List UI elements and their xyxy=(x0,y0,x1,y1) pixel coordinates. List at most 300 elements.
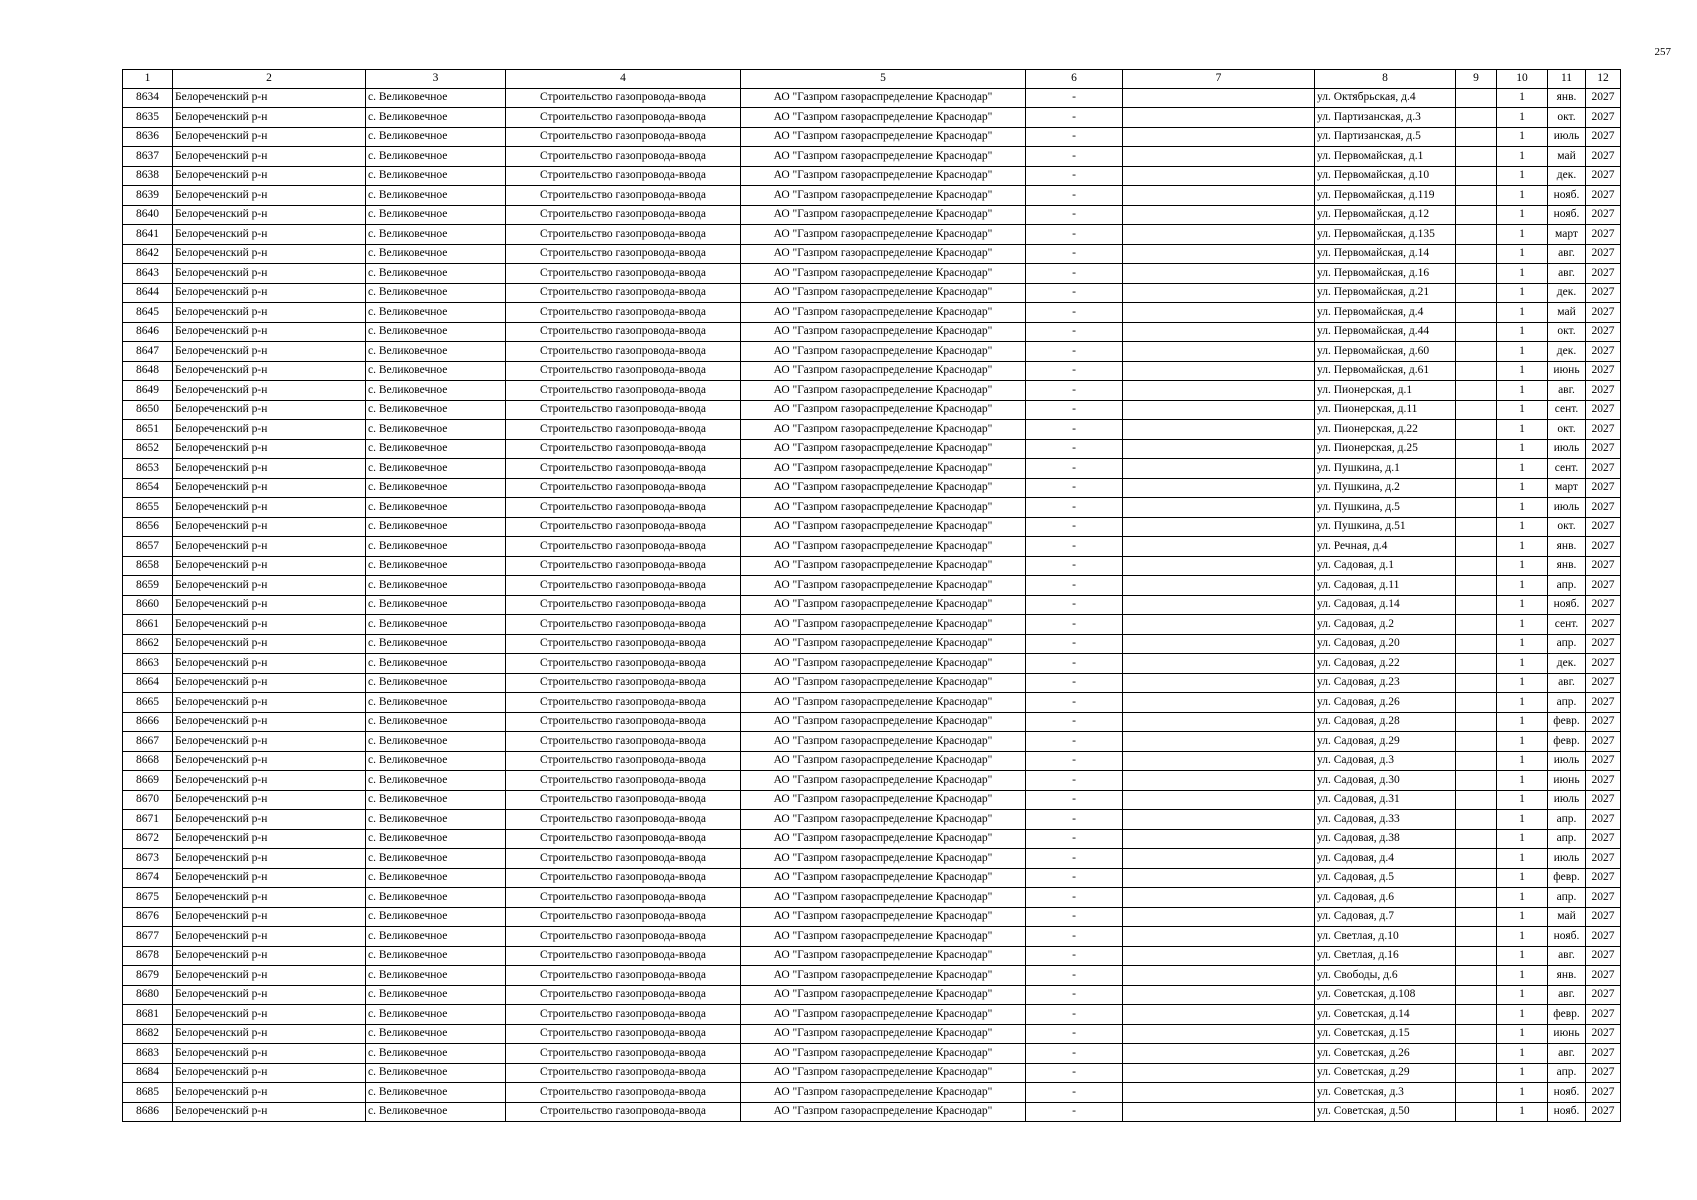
cell-col-1: 8686 xyxy=(123,1102,173,1122)
cell-col-1: 8644 xyxy=(123,283,173,303)
table-row xyxy=(123,966,1621,986)
cell-col-5: АО "Газпром газораспределение Краснодар" xyxy=(741,1024,1026,1044)
cell-col-12: 2027 xyxy=(1586,849,1621,869)
cell-col-6: - xyxy=(1026,303,1123,323)
cell-col-10: 1 xyxy=(1497,420,1548,440)
cell-col-5: АО "Газпром газораспределение Краснодар" xyxy=(741,810,1026,830)
cell-col-5: АО "Газпром газораспределение Краснодар" xyxy=(741,1063,1026,1083)
cell-col-9 xyxy=(1456,400,1497,420)
cell-col-7 xyxy=(1123,322,1315,342)
cell-col-10: 1 xyxy=(1497,907,1548,927)
cell-col-6: - xyxy=(1026,556,1123,576)
table-row xyxy=(123,420,1621,440)
cell-col-3: с. Великовечное xyxy=(366,108,506,128)
cell-col-7 xyxy=(1123,790,1315,810)
cell-col-3: с. Великовечное xyxy=(366,927,506,947)
cell-col-12: 2027 xyxy=(1586,829,1621,849)
cell-col-8: ул. Речная, д.4 xyxy=(1315,537,1456,557)
cell-col-5: АО "Газпром газораспределение Краснодар" xyxy=(741,946,1026,966)
cell-col-1: 8669 xyxy=(123,771,173,791)
cell-col-4: Строительство газопровода-ввода xyxy=(506,712,741,732)
cell-col-4: Строительство газопровода-ввода xyxy=(506,127,741,147)
cell-col-12: 2027 xyxy=(1586,283,1621,303)
cell-col-12: 2027 xyxy=(1586,186,1621,206)
cell-col-7 xyxy=(1123,868,1315,888)
cell-col-4: Строительство газопровода-ввода xyxy=(506,322,741,342)
cell-col-6: - xyxy=(1026,400,1123,420)
cell-col-10: 1 xyxy=(1497,127,1548,147)
cell-col-1: 8645 xyxy=(123,303,173,323)
cell-col-10: 1 xyxy=(1497,927,1548,947)
cell-col-3: с. Великовечное xyxy=(366,264,506,284)
cell-col-9 xyxy=(1456,381,1497,401)
table-row xyxy=(123,517,1621,537)
cell-col-12: 2027 xyxy=(1586,712,1621,732)
cell-col-6: - xyxy=(1026,790,1123,810)
cell-col-2: Белореченский р-н xyxy=(173,829,366,849)
cell-col-1: 8652 xyxy=(123,439,173,459)
cell-col-8: ул. Пионерская, д.11 xyxy=(1315,400,1456,420)
cell-col-3: с. Великовечное xyxy=(366,420,506,440)
cell-col-12: 2027 xyxy=(1586,1063,1621,1083)
cell-col-4: Строительство газопровода-ввода xyxy=(506,634,741,654)
cell-col-7 xyxy=(1123,829,1315,849)
cell-col-2: Белореченский р-н xyxy=(173,361,366,381)
cell-col-3: с. Великовечное xyxy=(366,225,506,245)
cell-col-1: 8635 xyxy=(123,108,173,128)
table-row xyxy=(123,400,1621,420)
cell-col-6: - xyxy=(1026,810,1123,830)
cell-col-11: нояб. xyxy=(1548,1102,1586,1122)
cell-col-11: янв. xyxy=(1548,556,1586,576)
table-row xyxy=(123,537,1621,557)
cell-col-6: - xyxy=(1026,576,1123,596)
cell-col-3: с. Великовечное xyxy=(366,673,506,693)
cell-col-12: 2027 xyxy=(1586,966,1621,986)
cell-col-6: - xyxy=(1026,342,1123,362)
cell-col-4: Строительство газопровода-ввода xyxy=(506,1024,741,1044)
cell-col-8: ул. Садовая, д.11 xyxy=(1315,576,1456,596)
cell-col-3: с. Великовечное xyxy=(366,517,506,537)
cell-col-3: с. Великовечное xyxy=(366,381,506,401)
table-row xyxy=(123,888,1621,908)
table-row xyxy=(123,849,1621,869)
cell-col-3: с. Великовечное xyxy=(366,439,506,459)
cell-col-4: Строительство газопровода-ввода xyxy=(506,966,741,986)
cell-col-1: 8659 xyxy=(123,576,173,596)
table-row xyxy=(123,1102,1621,1122)
cell-col-10: 1 xyxy=(1497,283,1548,303)
cell-col-12: 2027 xyxy=(1586,108,1621,128)
cell-col-6: - xyxy=(1026,283,1123,303)
cell-col-5: АО "Газпром газораспределение Краснодар" xyxy=(741,595,1026,615)
cell-col-9 xyxy=(1456,556,1497,576)
cell-col-2: Белореченский р-н xyxy=(173,927,366,947)
cell-col-12: 2027 xyxy=(1586,927,1621,947)
cell-col-1: 8680 xyxy=(123,985,173,1005)
cell-col-10: 1 xyxy=(1497,810,1548,830)
cell-col-8: ул. Пушкина, д.5 xyxy=(1315,498,1456,518)
cell-col-11: нояб. xyxy=(1548,205,1586,225)
cell-col-10: 1 xyxy=(1497,147,1548,167)
cell-col-12: 2027 xyxy=(1586,946,1621,966)
table-row xyxy=(123,498,1621,518)
table-row xyxy=(123,732,1621,752)
cell-col-2: Белореченский р-н xyxy=(173,439,366,459)
cell-col-5: АО "Газпром газораспределение Краснодар" xyxy=(741,693,1026,713)
cell-col-3: с. Великовечное xyxy=(366,1063,506,1083)
cell-col-4: Строительство газопровода-ввода xyxy=(506,283,741,303)
cell-col-6: - xyxy=(1026,127,1123,147)
table-row xyxy=(123,712,1621,732)
cell-col-2: Белореченский р-н xyxy=(173,985,366,1005)
cell-col-6: - xyxy=(1026,654,1123,674)
cell-col-9 xyxy=(1456,225,1497,245)
table-row xyxy=(123,1024,1621,1044)
cell-col-3: с. Великовечное xyxy=(366,693,506,713)
cell-col-3: с. Великовечное xyxy=(366,985,506,1005)
cell-col-11: авг. xyxy=(1548,673,1586,693)
cell-col-5: АО "Газпром газораспределение Краснодар" xyxy=(741,225,1026,245)
cell-col-10: 1 xyxy=(1497,615,1548,635)
cell-col-1: 8676 xyxy=(123,907,173,927)
cell-col-9 xyxy=(1456,985,1497,1005)
cell-col-2: Белореченский р-н xyxy=(173,946,366,966)
table-row xyxy=(123,751,1621,771)
cell-col-2: Белореченский р-н xyxy=(173,342,366,362)
cell-col-3: с. Великовечное xyxy=(366,244,506,264)
cell-col-4: Строительство газопровода-ввода xyxy=(506,927,741,947)
table-row xyxy=(123,615,1621,635)
cell-col-2: Белореченский р-н xyxy=(173,88,366,108)
cell-col-8: ул. Партизанская, д.5 xyxy=(1315,127,1456,147)
cell-col-1: 8641 xyxy=(123,225,173,245)
cell-col-1: 8647 xyxy=(123,342,173,362)
cell-col-8: ул. Светлая, д.16 xyxy=(1315,946,1456,966)
cell-col-7 xyxy=(1123,88,1315,108)
table-row xyxy=(123,459,1621,479)
table-row xyxy=(123,322,1621,342)
cell-col-1: 8636 xyxy=(123,127,173,147)
cell-col-3: с. Великовечное xyxy=(366,361,506,381)
cell-col-10: 1 xyxy=(1497,400,1548,420)
cell-col-5: АО "Газпром газораспределение Краснодар" xyxy=(741,127,1026,147)
cell-col-1: 8685 xyxy=(123,1083,173,1103)
cell-col-5: АО "Газпром газораспределение Краснодар" xyxy=(741,907,1026,927)
cell-col-1: 8675 xyxy=(123,888,173,908)
cell-col-5: АО "Газпром газораспределение Краснодар" xyxy=(741,400,1026,420)
cell-col-8: ул. Советская, д.3 xyxy=(1315,1083,1456,1103)
cell-col-8: ул. Садовая, д.29 xyxy=(1315,732,1456,752)
cell-col-12: 2027 xyxy=(1586,264,1621,284)
cell-col-3: с. Великовечное xyxy=(366,166,506,186)
cell-col-2: Белореченский р-н xyxy=(173,225,366,245)
cell-col-8: ул. Первомайская, д.135 xyxy=(1315,225,1456,245)
cell-col-5: АО "Газпром газораспределение Краснодар" xyxy=(741,771,1026,791)
cell-col-7 xyxy=(1123,673,1315,693)
cell-col-5: АО "Газпром газораспределение Краснодар" xyxy=(741,1102,1026,1122)
cell-col-1: 8638 xyxy=(123,166,173,186)
cell-col-4: Строительство газопровода-ввода xyxy=(506,88,741,108)
cell-col-7 xyxy=(1123,420,1315,440)
cell-col-4: Строительство газопровода-ввода xyxy=(506,615,741,635)
cell-col-7 xyxy=(1123,946,1315,966)
cell-col-2: Белореченский р-н xyxy=(173,517,366,537)
cell-col-12: 2027 xyxy=(1586,537,1621,557)
cell-col-11: дек. xyxy=(1548,283,1586,303)
cell-col-5: АО "Газпром газораспределение Краснодар" xyxy=(741,459,1026,479)
cell-col-11: янв. xyxy=(1548,88,1586,108)
cell-col-9 xyxy=(1456,1005,1497,1025)
cell-col-9 xyxy=(1456,810,1497,830)
cell-col-6: - xyxy=(1026,771,1123,791)
cell-col-2: Белореченский р-н xyxy=(173,459,366,479)
cell-col-2: Белореченский р-н xyxy=(173,966,366,986)
cell-col-12: 2027 xyxy=(1586,790,1621,810)
table-row xyxy=(123,576,1621,596)
cell-col-1: 8667 xyxy=(123,732,173,752)
cell-col-11: июль xyxy=(1548,127,1586,147)
cell-col-9 xyxy=(1456,849,1497,869)
cell-col-8: ул. Первомайская, д.12 xyxy=(1315,205,1456,225)
cell-col-8: ул. Садовая, д.38 xyxy=(1315,829,1456,849)
column-header-5: 5 xyxy=(741,70,1026,89)
cell-col-8: ул. Первомайская, д.10 xyxy=(1315,166,1456,186)
cell-col-4: Строительство газопровода-ввода xyxy=(506,1102,741,1122)
cell-col-6: - xyxy=(1026,927,1123,947)
table-row xyxy=(123,1063,1621,1083)
table-row xyxy=(123,166,1621,186)
cell-col-6: - xyxy=(1026,615,1123,635)
cell-col-8: ул. Пионерская, д.25 xyxy=(1315,439,1456,459)
cell-col-8: ул. Садовая, д.31 xyxy=(1315,790,1456,810)
cell-col-4: Строительство газопровода-ввода xyxy=(506,907,741,927)
cell-col-2: Белореченский р-н xyxy=(173,166,366,186)
cell-col-2: Белореченский р-н xyxy=(173,732,366,752)
cell-col-10: 1 xyxy=(1497,946,1548,966)
cell-col-6: - xyxy=(1026,1024,1123,1044)
cell-col-3: с. Великовечное xyxy=(366,303,506,323)
cell-col-8: ул. Садовая, д.7 xyxy=(1315,907,1456,927)
cell-col-1: 8673 xyxy=(123,849,173,869)
cell-col-11: окт. xyxy=(1548,108,1586,128)
cell-col-6: - xyxy=(1026,751,1123,771)
cell-col-10: 1 xyxy=(1497,849,1548,869)
cell-col-9 xyxy=(1456,673,1497,693)
cell-col-8: ул. Первомайская, д.44 xyxy=(1315,322,1456,342)
cell-col-2: Белореченский р-н xyxy=(173,381,366,401)
cell-col-8: ул. Садовая, д.6 xyxy=(1315,888,1456,908)
cell-col-6: - xyxy=(1026,732,1123,752)
cell-col-5: АО "Газпром газораспределение Краснодар" xyxy=(741,829,1026,849)
cell-col-7 xyxy=(1123,1024,1315,1044)
cell-col-11: июль xyxy=(1548,849,1586,869)
cell-col-10: 1 xyxy=(1497,634,1548,654)
table-row xyxy=(123,264,1621,284)
cell-col-4: Строительство газопровода-ввода xyxy=(506,868,741,888)
cell-col-11: авг. xyxy=(1548,1044,1586,1064)
cell-col-2: Белореченский р-н xyxy=(173,1102,366,1122)
cell-col-10: 1 xyxy=(1497,537,1548,557)
cell-col-8: ул. Свободы, д.6 xyxy=(1315,966,1456,986)
cell-col-1: 8661 xyxy=(123,615,173,635)
cell-col-10: 1 xyxy=(1497,322,1548,342)
cell-col-11: окт. xyxy=(1548,322,1586,342)
table-row xyxy=(123,1044,1621,1064)
cell-col-4: Строительство газопровода-ввода xyxy=(506,186,741,206)
cell-col-2: Белореченский р-н xyxy=(173,868,366,888)
cell-col-2: Белореченский р-н xyxy=(173,303,366,323)
cell-col-7 xyxy=(1123,1005,1315,1025)
cell-col-12: 2027 xyxy=(1586,576,1621,596)
cell-col-2: Белореченский р-н xyxy=(173,810,366,830)
cell-col-1: 8650 xyxy=(123,400,173,420)
cell-col-2: Белореченский р-н xyxy=(173,907,366,927)
column-header-4: 4 xyxy=(506,70,741,89)
cell-col-3: с. Великовечное xyxy=(366,829,506,849)
cell-col-2: Белореченский р-н xyxy=(173,322,366,342)
cell-col-3: с. Великовечное xyxy=(366,595,506,615)
cell-col-10: 1 xyxy=(1497,966,1548,986)
cell-col-10: 1 xyxy=(1497,186,1548,206)
cell-col-9 xyxy=(1456,108,1497,128)
cell-col-9 xyxy=(1456,459,1497,479)
cell-col-2: Белореченский р-н xyxy=(173,634,366,654)
cell-col-2: Белореченский р-н xyxy=(173,576,366,596)
cell-col-2: Белореченский р-н xyxy=(173,654,366,674)
cell-col-12: 2027 xyxy=(1586,673,1621,693)
column-header-6: 6 xyxy=(1026,70,1123,89)
cell-col-8: ул. Садовая, д.30 xyxy=(1315,771,1456,791)
cell-col-3: с. Великовечное xyxy=(366,1005,506,1025)
cell-col-7 xyxy=(1123,303,1315,323)
cell-col-7 xyxy=(1123,751,1315,771)
cell-col-1: 8684 xyxy=(123,1063,173,1083)
cell-col-3: с. Великовечное xyxy=(366,1044,506,1064)
cell-col-6: - xyxy=(1026,693,1123,713)
cell-col-11: нояб. xyxy=(1548,595,1586,615)
cell-col-10: 1 xyxy=(1497,771,1548,791)
cell-col-10: 1 xyxy=(1497,244,1548,264)
cell-col-7 xyxy=(1123,576,1315,596)
cell-col-6: - xyxy=(1026,966,1123,986)
cell-col-12: 2027 xyxy=(1586,751,1621,771)
cell-col-4: Строительство газопровода-ввода xyxy=(506,361,741,381)
cell-col-11: июль xyxy=(1548,790,1586,810)
table-header xyxy=(123,70,1621,89)
cell-col-10: 1 xyxy=(1497,264,1548,284)
cell-col-2: Белореченский р-н xyxy=(173,673,366,693)
cell-col-8: ул. Пушкина, д.1 xyxy=(1315,459,1456,479)
cell-col-3: с. Великовечное xyxy=(366,88,506,108)
cell-col-3: с. Великовечное xyxy=(366,790,506,810)
cell-col-9 xyxy=(1456,478,1497,498)
table-row xyxy=(123,1005,1621,1025)
cell-col-1: 8683 xyxy=(123,1044,173,1064)
cell-col-9 xyxy=(1456,888,1497,908)
cell-col-9 xyxy=(1456,1044,1497,1064)
cell-col-4: Строительство газопровода-ввода xyxy=(506,771,741,791)
cell-col-1: 8666 xyxy=(123,712,173,732)
cell-col-9 xyxy=(1456,244,1497,264)
cell-col-5: АО "Газпром газораспределение Краснодар" xyxy=(741,634,1026,654)
cell-col-9 xyxy=(1456,517,1497,537)
cell-col-8: ул. Садовая, д.28 xyxy=(1315,712,1456,732)
cell-col-7 xyxy=(1123,615,1315,635)
cell-col-10: 1 xyxy=(1497,576,1548,596)
cell-col-6: - xyxy=(1026,420,1123,440)
cell-col-8: ул. Светлая, д.10 xyxy=(1315,927,1456,947)
register-table xyxy=(122,69,1621,1122)
cell-col-11: июль xyxy=(1548,751,1586,771)
cell-col-6: - xyxy=(1026,322,1123,342)
cell-col-11: окт. xyxy=(1548,420,1586,440)
cell-col-9 xyxy=(1456,283,1497,303)
cell-col-3: с. Великовечное xyxy=(366,342,506,362)
cell-col-7 xyxy=(1123,654,1315,674)
cell-col-4: Строительство газопровода-ввода xyxy=(506,1063,741,1083)
cell-col-7 xyxy=(1123,244,1315,264)
cell-col-9 xyxy=(1456,751,1497,771)
cell-col-10: 1 xyxy=(1497,108,1548,128)
cell-col-9 xyxy=(1456,693,1497,713)
cell-col-5: АО "Газпром газораспределение Краснодар" xyxy=(741,186,1026,206)
cell-col-12: 2027 xyxy=(1586,517,1621,537)
cell-col-9 xyxy=(1456,361,1497,381)
cell-col-7 xyxy=(1123,400,1315,420)
cell-col-12: 2027 xyxy=(1586,381,1621,401)
cell-col-5: АО "Газпром газораспределение Краснодар" xyxy=(741,576,1026,596)
cell-col-9 xyxy=(1456,147,1497,167)
cell-col-12: 2027 xyxy=(1586,732,1621,752)
cell-col-2: Белореченский р-н xyxy=(173,147,366,167)
cell-col-4: Строительство газопровода-ввода xyxy=(506,303,741,323)
cell-col-12: 2027 xyxy=(1586,322,1621,342)
cell-col-10: 1 xyxy=(1497,166,1548,186)
cell-col-11: май xyxy=(1548,303,1586,323)
cell-col-12: 2027 xyxy=(1586,439,1621,459)
cell-col-12: 2027 xyxy=(1586,771,1621,791)
cell-col-4: Строительство газопровода-ввода xyxy=(506,459,741,479)
cell-col-10: 1 xyxy=(1497,342,1548,362)
cell-col-4: Строительство газопровода-ввода xyxy=(506,849,741,869)
cell-col-4: Строительство газопровода-ввода xyxy=(506,595,741,615)
table-row xyxy=(123,303,1621,323)
cell-col-7 xyxy=(1123,283,1315,303)
table-row xyxy=(123,147,1621,167)
cell-col-2: Белореченский р-н xyxy=(173,1044,366,1064)
cell-col-1: 8664 xyxy=(123,673,173,693)
cell-col-6: - xyxy=(1026,712,1123,732)
cell-col-8: ул. Первомайская, д.21 xyxy=(1315,283,1456,303)
cell-col-11: май xyxy=(1548,147,1586,167)
cell-col-5: АО "Газпром газораспределение Краснодар" xyxy=(741,1005,1026,1025)
page-number: 257 xyxy=(1654,46,1671,58)
cell-col-10: 1 xyxy=(1497,888,1548,908)
column-header-1: 1 xyxy=(123,70,173,89)
cell-col-10: 1 xyxy=(1497,751,1548,771)
cell-col-3: с. Великовечное xyxy=(366,400,506,420)
cell-col-11: сент. xyxy=(1548,459,1586,479)
table-row xyxy=(123,283,1621,303)
cell-col-1: 8639 xyxy=(123,186,173,206)
cell-col-2: Белореченский р-н xyxy=(173,1083,366,1103)
cell-col-11: дек. xyxy=(1548,654,1586,674)
cell-col-9 xyxy=(1456,1102,1497,1122)
cell-col-4: Строительство газопровода-ввода xyxy=(506,205,741,225)
cell-col-5: АО "Газпром газораспределение Краснодар" xyxy=(741,556,1026,576)
cell-col-8: ул. Садовая, д.5 xyxy=(1315,868,1456,888)
